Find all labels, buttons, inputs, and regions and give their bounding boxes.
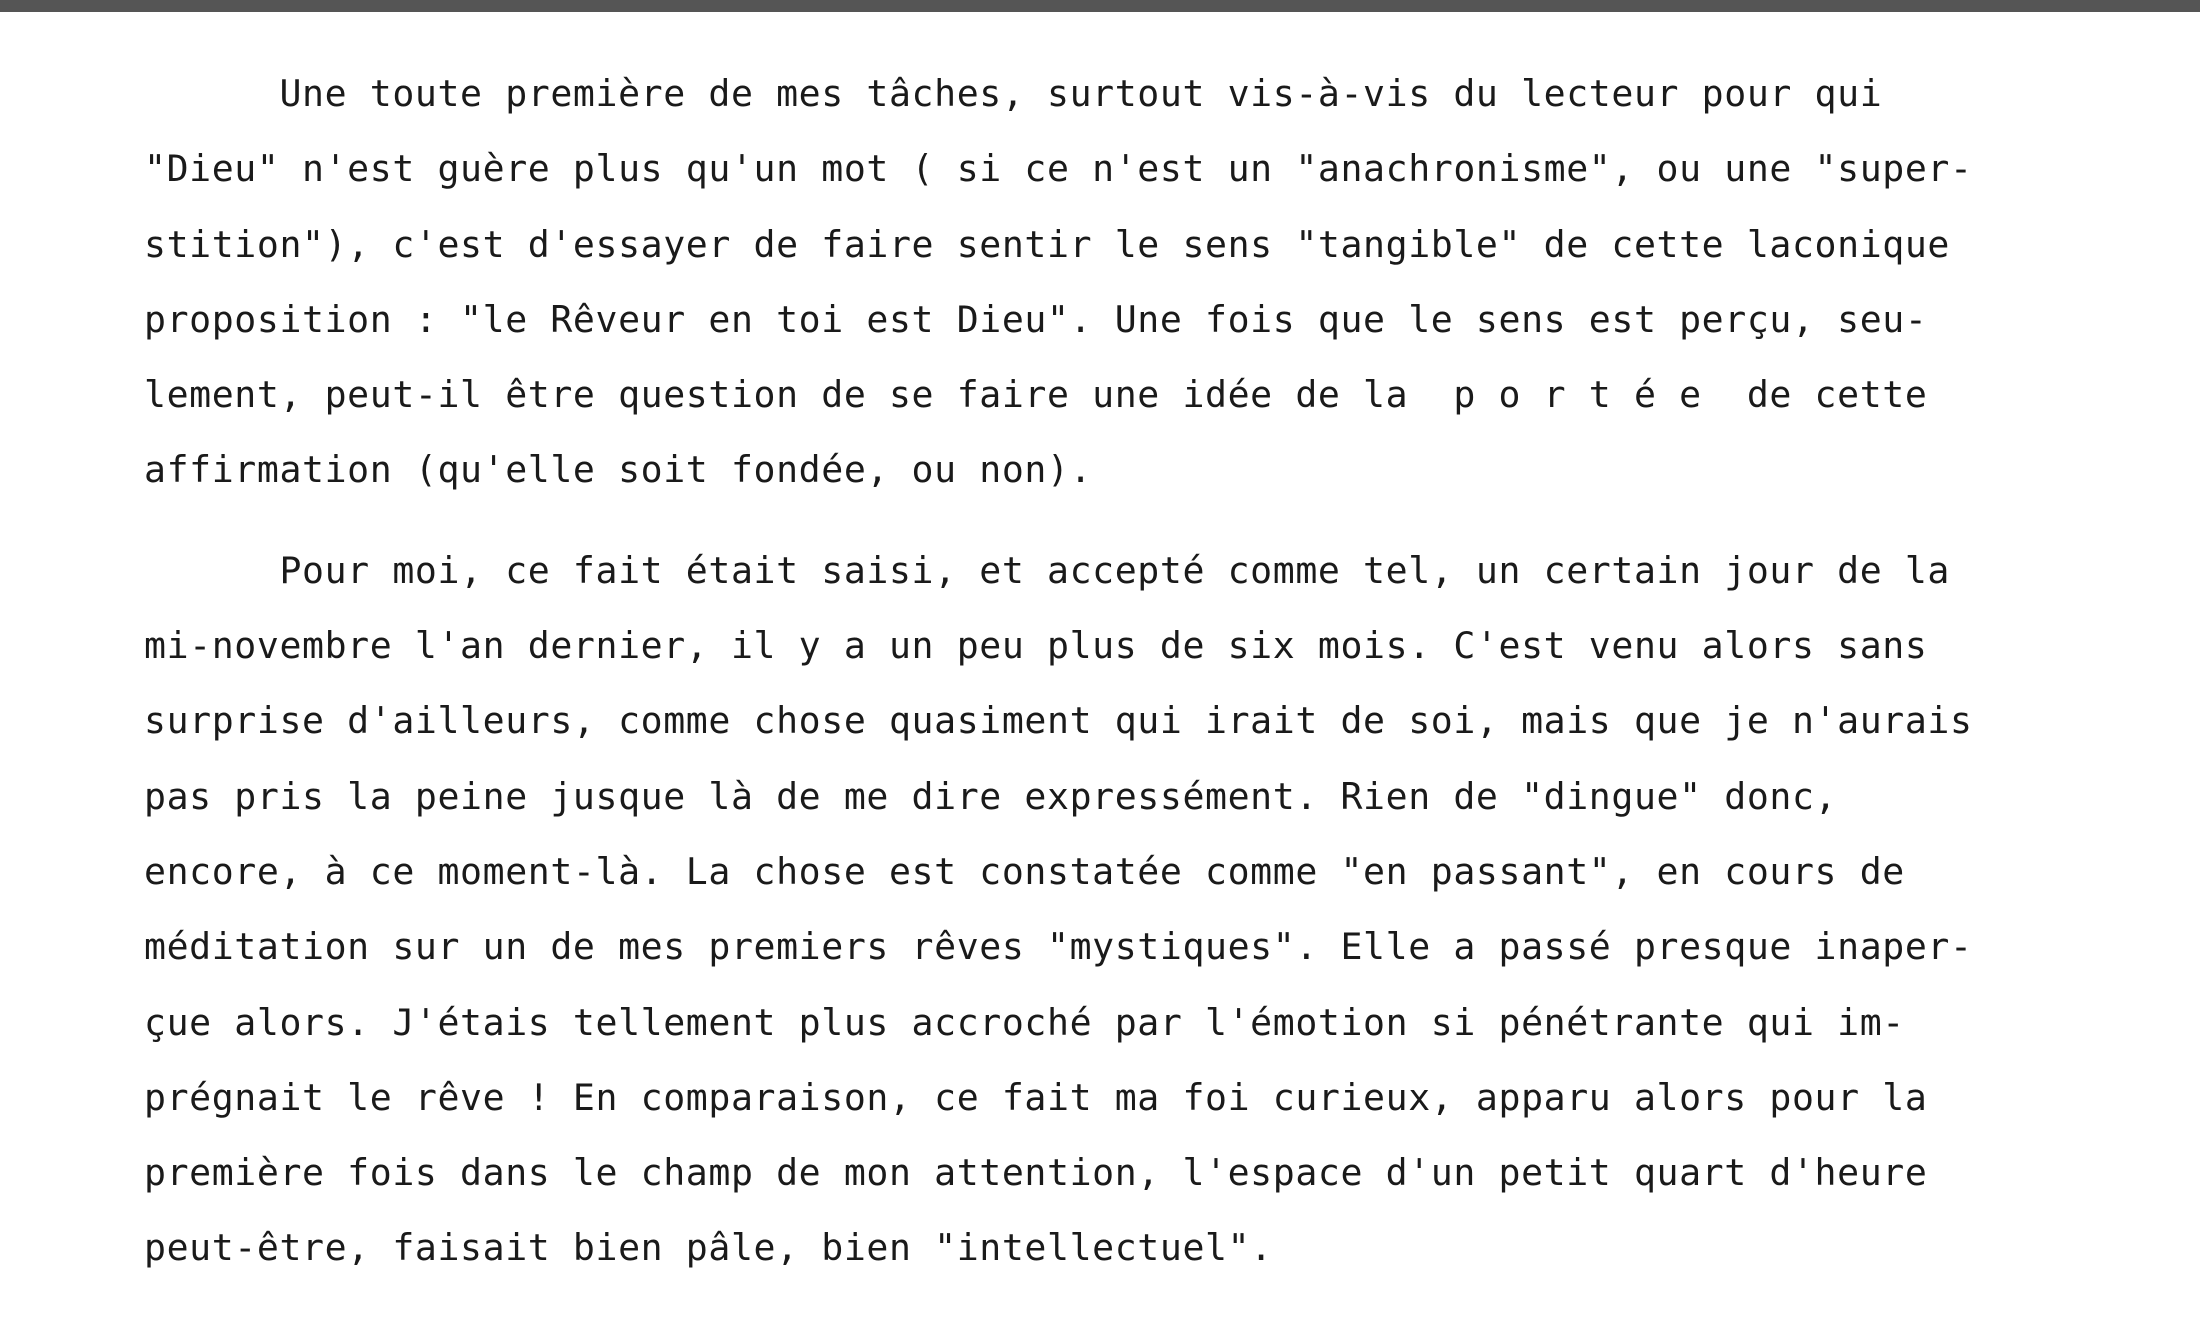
text-line: première fois dans le champ de mon attention, l'espace d'un petit quart d'heure [144, 1151, 1928, 1195]
text-line: surprise d'ailleurs, comme chose quasiment qui irait de soi, mais que je n'aurais [144, 699, 1973, 743]
text-line: encore, à ce moment-là. La chose est constatée comme "en passant", en cours de [144, 849, 1905, 893]
text-line: pas pris la peine jusque là de me dire expressément. Rien de "dingue" donc, [144, 774, 1838, 818]
text-line: proposition : "le Rêveur en toi est Dieu". Une fois que le sens est perçu, seu- [144, 297, 1928, 341]
document-page [0, 12, 2200, 1341]
window-top-border [0, 0, 2200, 12]
text-line: "Dieu" n'est guère plus qu'un mot ( si ce n'est un "anachronisme", ou une "super- [144, 147, 1973, 191]
text-line: mi-novembre l'an dernier, il y a un peu plus de six mois. C'est venu alors sans [144, 624, 1928, 668]
text-line: affirmation (qu'elle soit fondée, ou non). [144, 448, 1093, 492]
paragraph-1 [144, 56, 2174, 508]
document-body [144, 56, 2174, 1286]
text-line: prégnait le rêve ! En comparaison, ce fait ma foi curieux, apparu alors pour la [144, 1075, 1928, 1119]
text-line: çue alors. J'étais tellement plus accroché par l'émotion si pénétrante qui im- [144, 1000, 1905, 1044]
text-line: peut-être, faisait bien pâle, bien "intellectuel". [144, 1226, 1273, 1270]
text-line: méditation sur un de mes premiers rêves "mystiques". Elle a passé presque inaper- [144, 925, 1973, 969]
text-line: lement, peut-il être question de se faire une idée de la p o r t é e de cette [144, 373, 1928, 417]
paragraph-2 [144, 533, 2174, 1286]
text-line: Une toute première de mes tâches, surtout vis-à-vis du lecteur pour qui [144, 72, 1883, 115]
text-line: Pour moi, ce fait était saisi, et accepté comme tel, un certain jour de la [144, 548, 1950, 592]
text-line: stition"), c'est d'essayer de faire sentir le sens "tangible" de cette laconique [144, 222, 1950, 266]
